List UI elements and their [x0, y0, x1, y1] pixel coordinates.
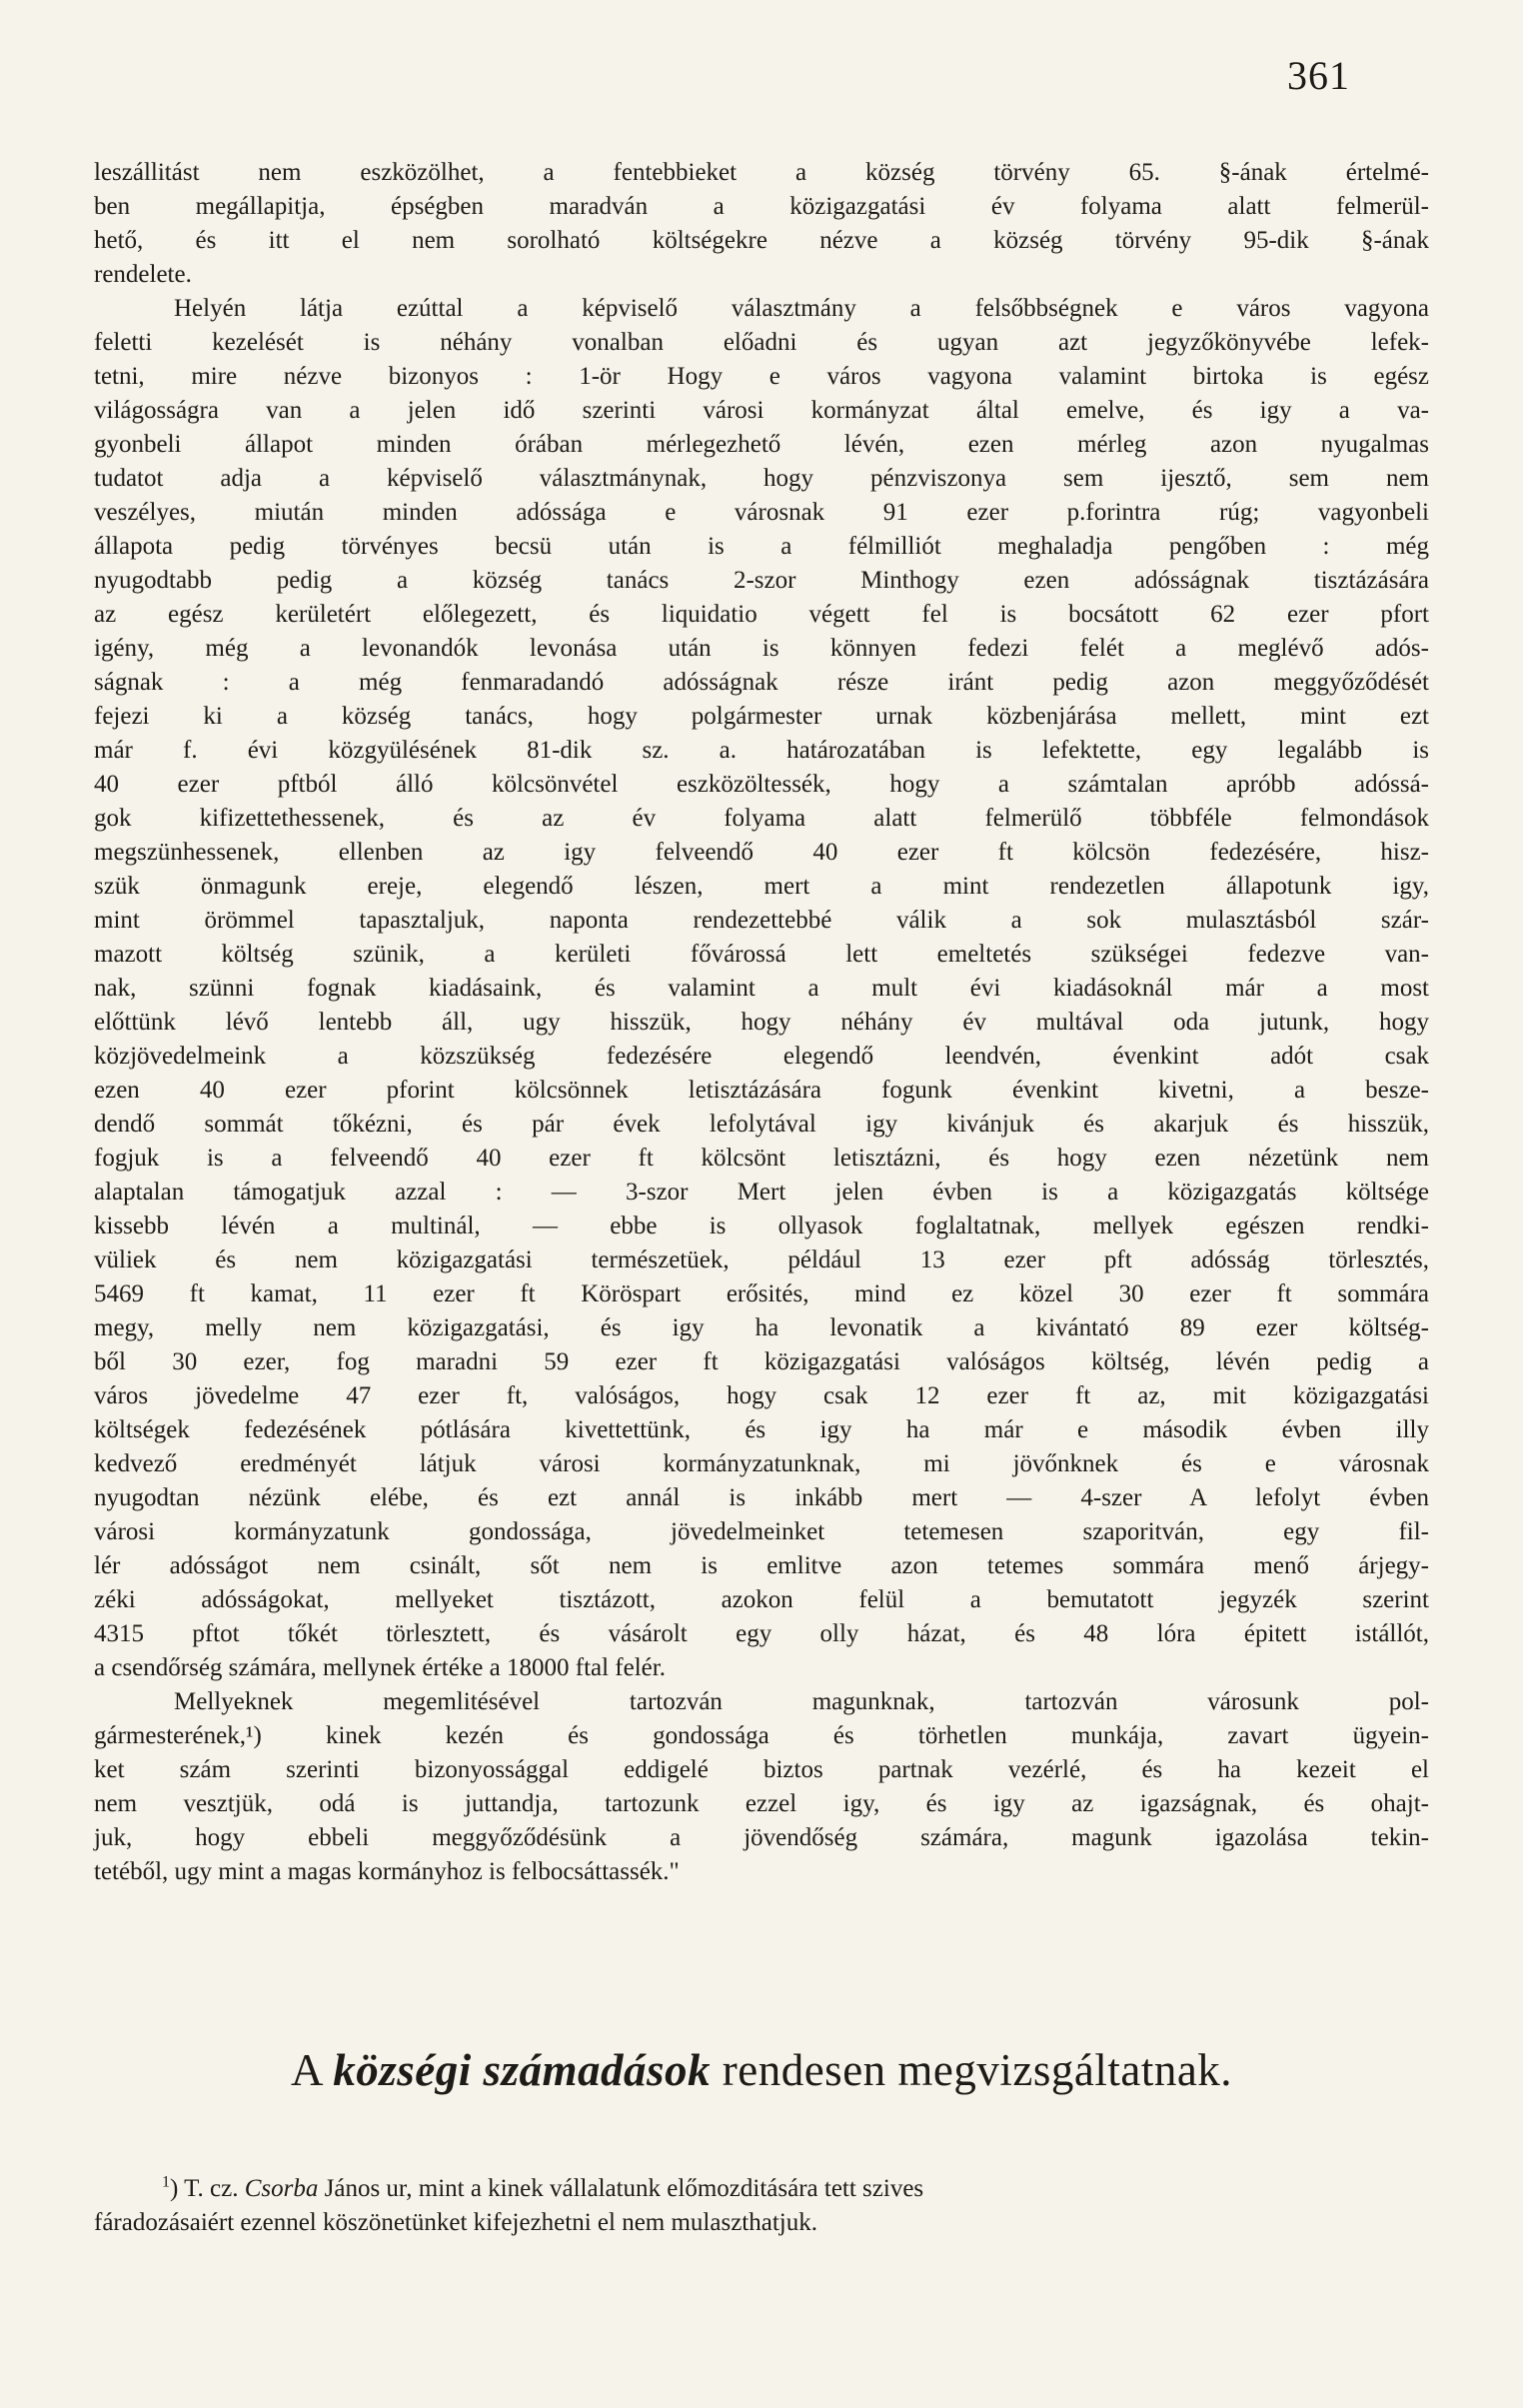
body-line: gok kifizettethessenek, és az év folyama alatt felmerülő többféle felmondások — [94, 805, 1429, 832]
body-line: 4315 pftot tőkét törlesztett, és vásárolt egy olly házat, és 48 lóra épitett istállót, — [94, 1620, 1429, 1647]
body-line: vüliek és nem közigazgatási természetüek, például 13 ezer pft adósság törlesztés, — [94, 1246, 1429, 1273]
body-line: feletti kezelését is néhány vonalban előadni és ugyan azt jegyzőkönyvébe lefek- — [94, 329, 1429, 356]
body-line: igény, még a levonandók levonása után is könnyen fedezi felét a meglévő adós- — [94, 635, 1429, 662]
body-line: fogjuk is a felveendő 40 ezer ft kölcsönt letisztázni, és hogy ezen nézetünk nem — [94, 1145, 1429, 1172]
body-line: szük önmagunk ereje, elegendő lészen, mert a mint rendezetlen állapotunk igy, — [94, 873, 1429, 900]
body-line: kissebb lévén a multinál, — ebbe is ollyasok foglaltatnak, mellyek egészen rendki- — [94, 1212, 1429, 1239]
body-line: 5469 ft kamat, 11 ezer ft Köröspart erősités, mind ez közel 30 ezer ft sommára — [94, 1280, 1429, 1307]
body-line: a csendőrség számára, mellynek értéke a 18000 ftal felér. — [94, 1654, 666, 1681]
body-line: világosságra van a jelen idő szerinti városi kormányzat által emelve, és igy a va- — [94, 397, 1429, 424]
body-line: Mellyeknek megemlitésével tartozván magunknak, tartozván városunk pol- — [174, 1688, 1429, 1715]
body-line: mazott költség szünik, a kerületi fővárossá lett emeltetés szükségei fedezve van- — [94, 941, 1429, 968]
body-line: ezen 40 ezer pforint kölcsönnek letisztázására fogunk évenkint kivetni, a besze- — [94, 1077, 1429, 1104]
body-line: már f. évi közgyülésének 81-dik sz. a. határozatában is lefektette, egy legalább is — [94, 737, 1429, 764]
body-line: mint örömmel tapasztaljuk, naponta rendezettebbé válik a sok mulasztásból szár- — [94, 907, 1429, 934]
body-line: tetni, mire nézve bizonyos : 1-ör Hogy e város vagyona valamint birtoka is egész — [94, 363, 1429, 390]
page-number: 361 — [1287, 53, 1350, 98]
body-line: zéki adósságokat, mellyeket tisztázott, azokon felül a bemutatott jegyzék szerint — [94, 1586, 1429, 1613]
body-line: lér adósságot nem csinált, sőt nem is emlitve azon tetemes sommára menő árjegy- — [94, 1552, 1429, 1579]
body-line: város jövedelme 47 ezer ft, valóságos, hogy csak 12 ezer ft az, mit közigazgatási — [94, 1382, 1429, 1409]
body-line: kedvező eredményét látjuk városi kormányzatunknak, mi jövőnknek és e városnak — [94, 1450, 1429, 1477]
body-line: tetéből, ugy mint a magas kormányhoz is felbocsáttassék." — [94, 1858, 680, 1885]
footnote — [94, 2172, 1429, 2240]
body-line: 40 ezer pftból álló kölcsönvétel eszközöltessék, hogy a számtalan apróbb adóssá- — [94, 771, 1429, 798]
body-line: nak, szünni fognak kiadásaink, és valamint a mult évi kiadásoknál már a most — [94, 975, 1429, 1002]
body-line: Helyén látja ezúttal a képviselő választmány a felsőbbségnek e város vagyona — [174, 295, 1429, 322]
body-text — [94, 156, 1429, 1889]
body-line: ben megállapitja, épségben maradván a közigazgatási év folyama alatt felmerül- — [94, 193, 1429, 220]
body-line: gyonbeli állapot minden órában mérlegezhető lévén, ezen mérleg azon nyugalmas — [94, 431, 1429, 458]
body-line: leszállitást nem eszközölhet, a fentebbieket a község törvény 65. §-ának értelmé- — [94, 159, 1429, 186]
body-line: alaptalan támogatjuk azzal : — 3-szor Mert jelen évben is a közigazgatás költsége — [94, 1179, 1429, 1205]
body-line: nem vesztjük, odá is juttandja, tartozunk ezzel igy, és igy az igazságnak, és ohajt- — [94, 1790, 1429, 1817]
footnote-line — [94, 2172, 1429, 2206]
body-line: megy, melly nem közigazgatási, és igy ha levonatik a kivántató 89 ezer költség- — [94, 1314, 1429, 1341]
body-line: juk, hogy ebbeli meggyőződésünk a jövendőség számára, magunk igazolása tekin- — [94, 1824, 1429, 1851]
body-line: nyugodtan nézünk elébe, és ezt annál is inkább mert — 4-szer A lefolyt évben — [94, 1484, 1429, 1511]
heading-prefix: A — [290, 2045, 322, 2095]
footnote-text-after: János ur, mint a kinek vállalatunk előmozditására tett szives — [324, 2175, 924, 2202]
body-line: tudatot adja a képviselő választmánynak, hogy pénzviszonya sem ijesztő, sem nem — [94, 465, 1429, 492]
body-line: fejezi ki a község tanács, hogy polgármester urnak közbenjárása mellett, mint ezt — [94, 703, 1429, 730]
body-line: az egész kerületért előlegezett, és liquidatio végett fel is bocsátott 62 ezer pfort — [94, 601, 1429, 628]
body-line: nyugodtabb pedig a község tanács 2-szor Minthogy ezen adósságnak tisztázására — [94, 567, 1429, 594]
footnote-line: fáradozásaiért ezennel köszönetünket kifejezhetni el nem mulaszthatjuk. — [94, 2209, 817, 2236]
footnote-name: Csorba — [244, 2175, 319, 2202]
body-line: előttünk lévő lentebb áll, ugy hisszük, hogy néhány év multával oda jutunk, hogy — [94, 1009, 1429, 1036]
body-line: állapota pedig törvényes becsü után is a félmilliót meghaladja pengőben : még — [94, 533, 1429, 560]
body-line: ket szám szerinti bizonyossággal eddigelé biztos partnak vezérlé, és ha kezeit el — [94, 1756, 1429, 1783]
body-line: megszünhessenek, ellenben az igy felveendő 40 ezer ft kölcsön fedezésére, hisz- — [94, 839, 1429, 866]
body-line: városi kormányzatunk gondossága, jövedelmeinket tetemesen szaporitván, egy fil- — [94, 1518, 1429, 1545]
footnote-marker: 1 — [162, 2173, 170, 2191]
body-line: veszélyes, miután minden adóssága e városnak 91 ezer p.forintra rúg; vagyonbeli — [94, 499, 1429, 526]
body-line: dendő sommát tőkézni, és pár évek lefolytával igy kivánjuk és akarjuk és hisszük, — [94, 1111, 1429, 1138]
body-line: hető, és itt el nem sorolható költségekre nézve a község törvény 95-dik §-ának — [94, 227, 1429, 254]
heading-suffix: rendesen megvizsgáltatnak. — [722, 2045, 1233, 2095]
body-line: ből 30 ezer, fog maradni 59 ezer ft közigazgatási valóságos költség, lévén pedig a — [94, 1348, 1429, 1375]
body-line: költségek fedezésének pótlására kivettettünk, és igy ha már e második évben illy — [94, 1416, 1429, 1443]
footnote-text-before: ) T. cz. — [170, 2175, 239, 2202]
body-line: ságnak : a még fenmaradandó adósságnak része iránt pedig azon meggyőződését — [94, 669, 1429, 696]
body-line: rendelete. — [94, 261, 192, 288]
heading-emphasis: községi számadások — [333, 2045, 711, 2095]
body-line: gármesterének,¹) kinek kezén és gondossága és törhetlen munkája, zavart ügyein- — [94, 1722, 1429, 1749]
section-heading — [94, 2044, 1429, 2096]
body-line: közjövedelmeink a közszükség fedezésére elegendő leendvén, évenkint adót csak — [94, 1043, 1429, 1070]
